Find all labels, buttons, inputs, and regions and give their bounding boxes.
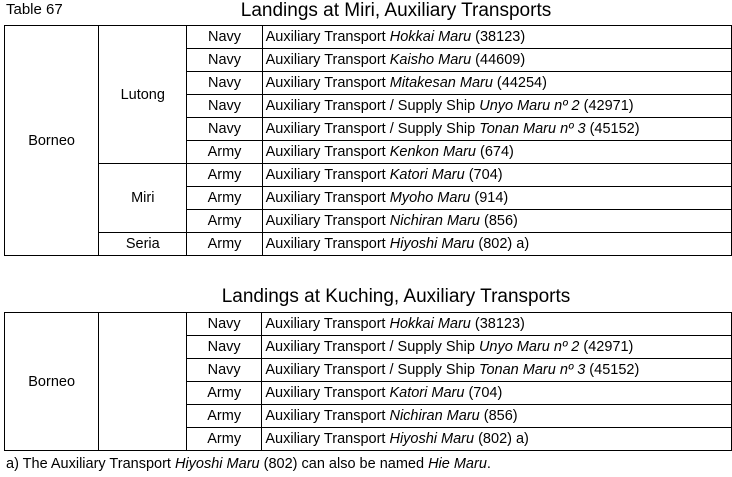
transport-cell: Auxiliary Transport Nichiran Maru (856) — [262, 405, 732, 428]
ship-name: Unyo Maru nº 2 — [478, 339, 580, 355]
branch-cell: Army — [186, 405, 261, 428]
branch-cell: Navy — [187, 26, 262, 49]
region-cell: Borneo — [5, 313, 99, 451]
transport-cell: Auxiliary Transport / Supply Ship Unyo Maru nº 2 (42971) — [262, 336, 732, 359]
branch-cell: Navy — [187, 95, 262, 118]
table-row — [5, 26, 732, 49]
table-row — [5, 233, 732, 256]
branch-cell: Navy — [187, 49, 262, 72]
miri-table-title: Landings at Miri, Auxiliary Transports — [240, 0, 552, 21]
ship-name: Unyo Maru nº 2 — [479, 98, 580, 114]
branch-cell: Navy — [186, 313, 261, 336]
ship-name: Tonan Maru nº 3 — [478, 362, 586, 378]
branch-cell: Army — [186, 382, 261, 405]
table-row — [5, 313, 732, 336]
transport-cell: Auxiliary Transport / Supply Ship Unyo Maru nº 2 (42971) — [262, 95, 731, 118]
miri-landings-table — [4, 25, 732, 256]
transport-cell: Auxiliary Transport Nichiran Maru (856) — [262, 210, 731, 233]
ship-name: Nichiran Maru — [389, 213, 480, 229]
ship-name: Hokkai Maru — [389, 316, 471, 332]
transport-cell: Auxiliary Transport Kaisho Maru (44609) — [262, 49, 731, 72]
transport-cell: Auxiliary Transport Kenkon Maru (674) — [262, 141, 731, 164]
branch-cell: Army — [187, 164, 262, 187]
branch-cell: Army — [187, 187, 262, 210]
transport-cell: Auxiliary Transport Katori Maru (704) — [262, 382, 732, 405]
branch-cell: Army — [187, 233, 262, 256]
footnote-alt-ship-name: Hie Maru — [428, 456, 487, 472]
transport-cell: Auxiliary Transport Katori Maru (704) — [262, 164, 731, 187]
ship-name: Myoho Maru — [389, 190, 471, 206]
branch-cell: Navy — [187, 118, 262, 141]
transport-cell: Auxiliary Transport Hiyoshi Maru (802) a) — [262, 428, 732, 451]
footnote-ship-name: Hiyoshi Maru — [174, 456, 260, 472]
transport-cell: Auxiliary Transport Hokkai Maru (38123) — [262, 26, 731, 49]
table-row — [5, 164, 732, 187]
kuching-landings-table — [4, 312, 732, 451]
transport-cell: Auxiliary Transport Mitakesan Maru (44254) — [262, 72, 731, 95]
branch-cell: Navy — [186, 336, 261, 359]
ship-name: Katori Maru — [389, 385, 465, 401]
transport-cell: Auxiliary Transport / Supply Ship Tonan Maru nº 3 (45152) — [262, 359, 732, 382]
branch-cell: Army — [186, 428, 261, 451]
ship-name: Kenkon Maru — [389, 144, 476, 160]
transport-cell: Auxiliary Transport Myoho Maru (914) — [262, 187, 731, 210]
ship-name: Hokkai Maru — [389, 29, 472, 45]
ship-name: Mitakesan Maru — [389, 75, 493, 91]
kuching-table-title: Landings at Kuching, Auxiliary Transports — [221, 286, 571, 307]
footnote: a) The Auxiliary Transport Hiyoshi Maru (802) can also be named Hie Maru. — [6, 456, 491, 472]
branch-cell: Navy — [187, 72, 262, 95]
transport-cell: Auxiliary Transport Hiyoshi Maru (802) a) — [262, 233, 731, 256]
transport-cell: Auxiliary Transport Hokkai Maru (38123) — [262, 313, 732, 336]
ship-name: Tonan Maru nº 3 — [479, 121, 586, 137]
ship-name: Hiyoshi Maru — [389, 236, 475, 252]
ship-name: Nichiran Maru — [389, 408, 480, 424]
branch-cell: Army — [187, 141, 262, 164]
transport-cell: Auxiliary Transport / Supply Ship Tonan Maru nº 3 (45152) — [262, 118, 731, 141]
branch-cell: Army — [187, 210, 262, 233]
place-cell-lutong: Lutong — [99, 26, 187, 164]
place-cell-seria: Seria — [99, 233, 187, 256]
ship-name: Kaisho Maru — [389, 52, 472, 68]
ship-name: Hiyoshi Maru — [389, 431, 475, 447]
ship-name: Katori Maru — [389, 167, 465, 183]
place-cell-empty — [99, 313, 187, 451]
region-cell: Borneo — [5, 26, 99, 256]
branch-cell: Navy — [186, 359, 261, 382]
table-number-label: Table 67 — [6, 1, 63, 18]
place-cell-miri: Miri — [99, 164, 187, 233]
